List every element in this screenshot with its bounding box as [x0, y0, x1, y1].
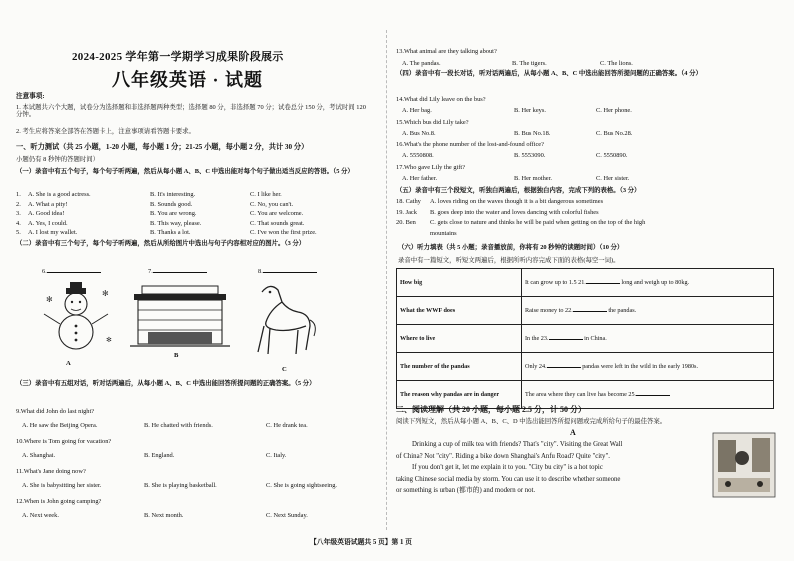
matching-name: 18. Cathy [396, 198, 421, 205]
option-c[interactable]: C. That sounds great. [250, 219, 305, 227]
option-c[interactable]: C. Italy. [266, 452, 287, 459]
table-value-start: Raise money to 22. [525, 307, 573, 314]
matching-statement[interactable]: A. loves riding on the waves though it is a bit dangerous sometimes [430, 198, 604, 205]
question-text: 12.When is John going camping? [16, 498, 102, 505]
part5-instructions: （五）录音中有三个段短文，听独白两遍后，根据独白内容，完成下列的表格。（3 分） [396, 187, 641, 194]
passage-label: A [570, 428, 576, 437]
option-c[interactable]: C. Next Sunday. [266, 512, 308, 519]
part4-instructions: （四）录音中有一段长对话，听对话两遍后，从每小题 A、B、C 中选出能回答所提问题的正确答案。（4 分） [396, 70, 702, 77]
question-number: 2. [16, 200, 21, 208]
q13-option-c[interactable]: C. The lions. [600, 60, 633, 67]
matching-name: 19. Jack [396, 208, 417, 216]
q13-option-a[interactable]: A. The pandas. [402, 60, 441, 67]
option-c[interactable]: C. Bus No.28. [596, 129, 633, 137]
option-a[interactable]: A. I lost my wallet. [28, 229, 78, 236]
question-text: 14.What did Lily leave on the bus? [396, 96, 486, 103]
option-a[interactable]: A. Shanghai. [22, 452, 56, 459]
svg-text:✻: ✻ [46, 295, 53, 304]
answer-blank[interactable] [549, 339, 583, 340]
table-value-start: In the 23. [525, 335, 549, 342]
question-text: 15.Which bus did Lily take? [396, 118, 469, 126]
page-footer: 【八年级英语试题共 5 页】第 1 页 [310, 539, 412, 546]
part2-instructions: （二）录音中有三个句子，每个句子听两遍，然后从所给图片中选出与句子内容相对应的图片。（3 分） [16, 240, 306, 247]
reading-heading: 二、阅读理解（共 20 小题，每小题 2.5 分，计 50 分） [396, 405, 586, 414]
option-b[interactable]: B. She is playing basketball. [144, 482, 217, 489]
option-b[interactable]: B. England. [144, 452, 175, 459]
table-value [522, 353, 774, 381]
option-a[interactable]: A. Her father. [402, 174, 438, 182]
matching-statement[interactable]: mountains [430, 229, 457, 237]
option-a[interactable]: A. What a pity! [28, 200, 68, 208]
option-a[interactable]: A. Her bag. [402, 107, 432, 114]
pic-blank-8[interactable] [258, 268, 317, 275]
option-a[interactable]: A. Next week. [22, 512, 59, 519]
option-c[interactable]: C. He drank tea. [266, 422, 308, 429]
matching-name: 20. Ben [396, 219, 416, 226]
option-b[interactable]: B. Sounds good. [150, 200, 193, 208]
answer-blank[interactable] [636, 395, 670, 396]
passage-line: of China? Not "city". Riding a bike down Shanghai's Anfu Road? Quite "city". [396, 452, 610, 460]
option-c[interactable]: C. 5550890. [596, 152, 628, 159]
option-b[interactable]: B. 5553090. [514, 152, 546, 159]
column-divider [386, 30, 387, 530]
pic-label-c: C [282, 366, 287, 373]
option-c[interactable]: C. I've won the first prize. [250, 229, 317, 236]
option-b[interactable]: B. Bus No.18. [514, 129, 551, 137]
part6-instructions-2: 录音中有一篇短文，听短文两遍后，根据所听内容完成下面的表格(每空一词)。 [398, 257, 620, 264]
pic-blank-7-label: 7. [148, 268, 153, 275]
passage-line: If you don't get it, let me explain it to you. "City bu city" is a hot topic [412, 464, 603, 471]
option-c[interactable]: C. No, you can't. [250, 200, 294, 208]
option-a[interactable]: A. She is a good actress. [28, 191, 91, 198]
option-c[interactable]: C. She is going sightseeing. [266, 482, 338, 489]
question-number: 5. [16, 229, 21, 236]
exam-subtitle: 八年级英语 · 试题 [112, 70, 264, 90]
option-a[interactable]: A. Bus No.8. [402, 129, 436, 137]
listening-heading: 一、听力测试（共 25 小题，1-20 小题，每小题 1 分；21-25 小题，每小题 2 分，共计 30 分） [16, 143, 309, 151]
notes-line-2: 2. 考生应将答案全部答在答题卡上，注意事项请看答题卡要求。 [16, 128, 195, 135]
question-text: 16.What's the phone number of the lost-and-found office? [396, 141, 544, 148]
table-key: The reason why pandas are in danger [397, 381, 522, 409]
svg-text:✻: ✻ [102, 289, 109, 298]
question-number: 3. [16, 210, 21, 217]
question-text: 17.Who gave Lily the gift? [396, 163, 466, 171]
option-b[interactable]: B. You are wrong. [150, 210, 197, 217]
option-c[interactable]: C. You are welcome. [250, 210, 304, 217]
horse-picture [240, 280, 320, 364]
option-b[interactable]: B. Her mother. [514, 174, 552, 182]
option-a[interactable]: A. He saw the Beijing Opera. [22, 422, 98, 429]
option-a[interactable]: A. 5550808. [402, 152, 434, 159]
matching-statement[interactable]: B. goes deep into the water and loves dancing with colorful fishes [430, 208, 599, 216]
table-value-start: The area where they can live has become 25. [525, 391, 637, 398]
pic-label-a: A [66, 360, 71, 367]
passage-line: Drinking a cup of milk tea with friends? That's "city". Visiting the Great Wall [412, 441, 623, 448]
option-b[interactable]: B. This way, please. [150, 219, 202, 227]
table-row [397, 325, 774, 353]
option-c[interactable]: C. I like her. [250, 191, 282, 198]
table-value-end: in China. [584, 335, 607, 342]
right-column [394, 0, 780, 561]
temple-picture [128, 282, 232, 352]
table-row [397, 297, 774, 325]
table-value-start: Only 24. [525, 363, 547, 370]
answer-blank[interactable] [573, 311, 607, 312]
table-value-end: long and weigh up to 80kg. [621, 279, 690, 286]
pic-blank-6-label: 6. [42, 268, 47, 275]
table-row [397, 269, 774, 297]
table-key: The number of the pandas [397, 353, 522, 381]
option-a[interactable]: A. She is babysitting her sister. [22, 482, 102, 489]
q13-question: 13.What animal are they talking about? [396, 48, 497, 55]
city-bu-city-illustration [712, 432, 776, 498]
question-text: 9.What did John do last night? [16, 408, 95, 415]
table-value [522, 269, 774, 297]
option-b[interactable]: B. He chatted with friends. [144, 422, 213, 429]
option-c[interactable]: C. Her phone. [596, 107, 632, 114]
listening-info-table [396, 268, 774, 409]
question-number: 1. [16, 191, 21, 198]
question-text: 11.What's Jane doing now? [16, 468, 86, 475]
part1-instructions: （一）录音中有五个句子，每个句子听两遍，然后从每小题 A、B、C 中选出能对每个句子做出适当反应的答语。（5 分） [16, 168, 354, 175]
table-value-end: the pandas. [608, 307, 637, 314]
passage-line: or something is urban (都市的) and modern or not. [396, 487, 536, 494]
answer-blank[interactable] [586, 283, 620, 284]
exam-title: 2024-2025 学年第一学期学习成果阶段展示 [72, 51, 284, 63]
table-value-end: pandas were left in the wild in the early 1980s. [582, 363, 699, 370]
option-b[interactable]: B. Next month. [144, 512, 184, 519]
notes-heading: 注意事项: [16, 93, 45, 100]
option-a[interactable]: A. Good idea! [28, 210, 65, 217]
table-value [522, 297, 774, 325]
left-column [14, 0, 378, 561]
pic-blank-6[interactable] [42, 268, 101, 275]
pic-blank-8-label: 8. [258, 268, 263, 275]
pic-blank-7[interactable] [148, 268, 207, 275]
answer-blank[interactable] [547, 367, 581, 368]
reading-instructions: 阅读下列短文，然后从每小题 A、B、C、D 中选出能回答所提问题或完成所给句子的最佳答案。 [396, 418, 667, 425]
svg-text:✻: ✻ [106, 336, 112, 344]
question-text: 10.Where is Tom going for vacation? [16, 438, 112, 445]
matching-statement[interactable]: C. gets close to nature and thinks he will be paid when getting on the top of the high [430, 219, 646, 226]
pic-label-b: B [174, 352, 179, 359]
snowman-picture [36, 282, 122, 360]
notes-line-1: 1. 本试题共六个大题，试卷分为选择题和非选择题两种类型；选择题 80 分，非选择题 70 分；试卷总分 150 分，考试时间 120 分钟。 [16, 104, 366, 119]
question-number: 4. [16, 219, 21, 227]
option-b[interactable]: B. Thanks a lot. [150, 229, 191, 236]
q13-option-b[interactable]: B. The tigers. [512, 60, 547, 67]
listening-heading-2: 小题仍有 8 秒钟的答题时间） [16, 156, 100, 163]
part6-instructions: （六）听力填表（共 5 小题；录音播放前，你将有 20 秒钟的读题时间）（10 分） [398, 244, 624, 251]
table-value [522, 325, 774, 353]
passage-line: taking Chinese social media by storm. You can use it to describe whether someone [396, 475, 621, 483]
option-a[interactable]: A. Yes, I could. [28, 219, 68, 227]
option-b[interactable]: B. Her keys. [514, 107, 546, 114]
table-key: Where to live [397, 325, 522, 353]
table-key: How big [397, 269, 522, 297]
option-c[interactable]: C. Her sister. [596, 174, 630, 182]
table-value-start: It can grow up to 1.5 21. [525, 279, 586, 286]
table-key: What the WWF does [397, 297, 522, 325]
option-b[interactable]: B. It's interesting. [150, 191, 196, 198]
part3-instructions: （三）录音中有五组对话，听对话两遍后，从每小题 A、B、C 中选出能回答所提问题的正确答案。（5 分） [16, 380, 316, 387]
table-row [397, 353, 774, 381]
